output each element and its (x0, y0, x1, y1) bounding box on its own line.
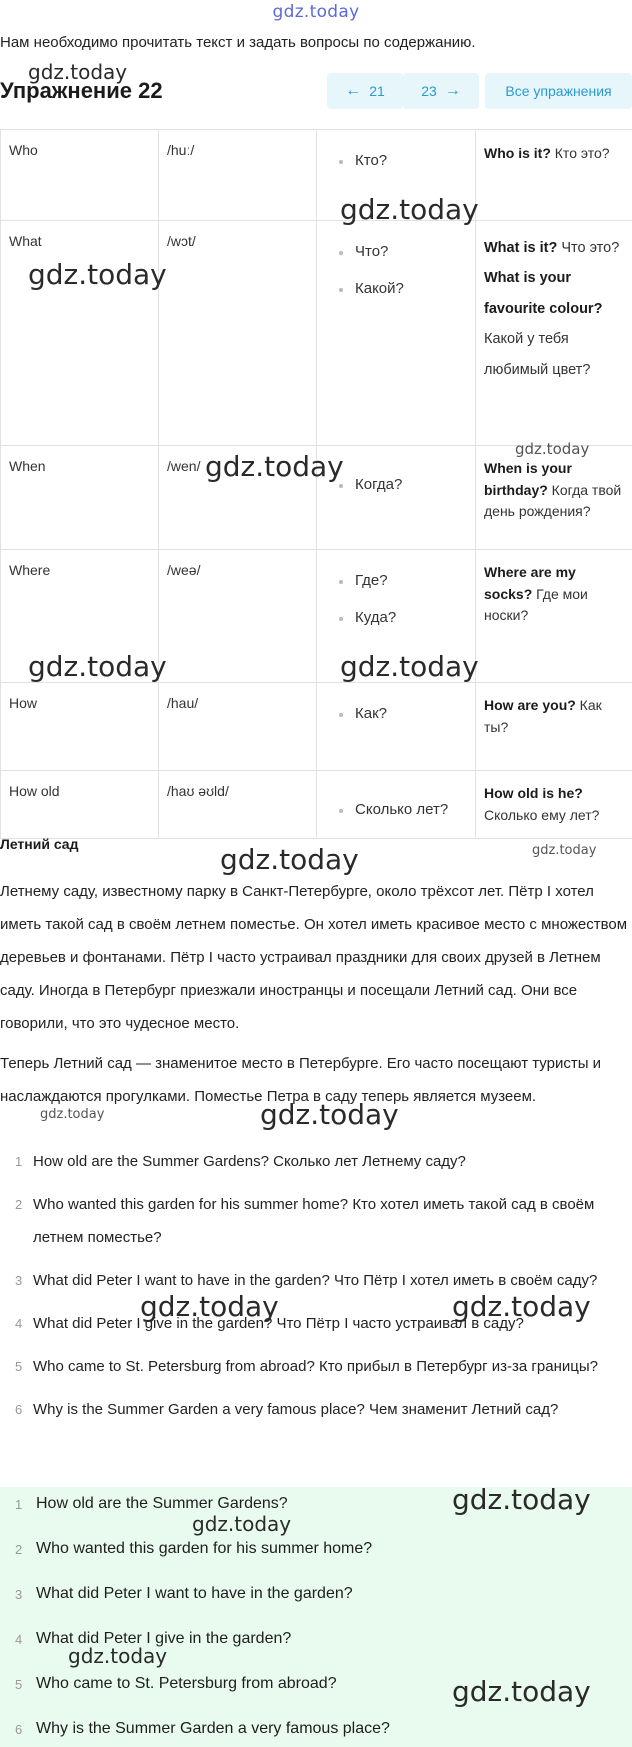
example-phrase: How are you? (484, 697, 576, 713)
example-translation: Кто это? (550, 145, 610, 161)
watermark: gdz.today (452, 1483, 591, 1516)
table-cell-example (476, 771, 632, 839)
table-cell-transcription: /huː/ (159, 130, 317, 221)
watermark: gdz.today (452, 1675, 591, 1708)
list-item: Сколько лет? (339, 801, 467, 818)
question-text: What did Peter I give in the garden? (36, 1630, 292, 1647)
table-row (1, 683, 632, 771)
question-text: Who came to St. Petersburg from abroad? (36, 1675, 337, 1692)
watermark: gdz.today (68, 1644, 168, 1668)
table-cell-word: How (1, 683, 159, 771)
prev-exercise-label: 21 (369, 83, 385, 99)
item-number: 3 (15, 1587, 23, 1602)
watermark: gdz.today (452, 1290, 591, 1323)
list-item (0, 1188, 632, 1254)
table-cell-example (476, 683, 632, 771)
example-translation: Где мои носки? (484, 585, 588, 624)
example-translation: Какой у тебя любимый цвет? (484, 331, 591, 378)
list-item (0, 1537, 632, 1582)
site-logo[interactable]: gdz.today (272, 2, 360, 22)
table-cell-transcription: /wɔt/ (159, 221, 317, 446)
next-exercise-label: 23 (421, 83, 437, 99)
list-item: Как? (339, 705, 467, 722)
watermark: gdz.today (220, 843, 359, 876)
watermark: gdz.today (40, 1107, 105, 1122)
question-text: Why is the Summer Garden a very famous place? (36, 1720, 390, 1737)
list-item (0, 1350, 632, 1383)
item-number: 2 (15, 1542, 23, 1557)
watermark: gdz.today (340, 193, 479, 226)
example-translation: Сколько ему лет? (484, 806, 600, 823)
list-item (0, 1582, 632, 1627)
table-cell-word: Who (1, 130, 159, 221)
table-cell-word: What (1, 221, 159, 446)
story-title: Летний сад (0, 836, 79, 852)
example-phrase: Where are my socks? (484, 564, 576, 602)
item-number: 6 (15, 1402, 23, 1417)
watermark: gdz.today (28, 650, 167, 683)
table-cell-transcription: /wen/ (159, 446, 317, 550)
item-number: 1 (15, 1154, 23, 1169)
answer-questions-list (0, 1492, 632, 1747)
watermark: gdz.today (260, 1098, 399, 1131)
question-text: What did Peter I want to have in the garden? (36, 1585, 353, 1602)
example-phrase: When is your birthday? (484, 460, 572, 498)
watermark: gdz.today (532, 843, 597, 858)
question-text: Why is the Summer Garden a very famous place? Чем знаменит Летний сад? (33, 1401, 559, 1418)
table-cell-example (476, 446, 632, 550)
table-cell-example (476, 550, 632, 683)
item-number: 1 (15, 1497, 23, 1512)
item-number: 3 (15, 1273, 23, 1288)
table-row (1, 221, 632, 446)
story-paragraph: Теперь Летний сад — знаменитое место в Петербурге. Его часто посещают туристы и наслаждаются прогулками. Поместье Петра в саду теперь является музеем. (0, 1055, 602, 1105)
table-cell-transcription: /haʊ əʊld/ (159, 771, 317, 839)
example-phrase: Who is it? (484, 145, 551, 161)
example-translation: Что это? (557, 240, 620, 256)
watermark: gdz.today (140, 1290, 279, 1323)
table-cell-transcription: /weə/ (159, 550, 317, 683)
next-exercise-button[interactable] (403, 73, 479, 109)
table-cell-word: When (1, 446, 159, 550)
example-phrase: What is it? (484, 240, 558, 256)
watermark: gdz.today (340, 650, 479, 683)
item-number: 2 (15, 1197, 23, 1212)
example-translation: Когда твой день рождения? (484, 481, 622, 520)
list-item (0, 1393, 632, 1426)
item-number: 5 (15, 1677, 23, 1692)
watermark: gdz.today (205, 450, 344, 483)
question-words-table (0, 129, 632, 839)
watermark: gdz.today (28, 258, 167, 291)
question-text: What did Peter I give in the garden? Что Пётр I часто устраивал в саду? (33, 1315, 524, 1332)
arrow-left-icon: ← (345, 82, 362, 99)
list-item: Когда? (339, 476, 467, 493)
item-number: 4 (15, 1316, 23, 1331)
table-cell-example (476, 221, 632, 446)
arrow-right-icon: → (444, 82, 461, 99)
item-number: 5 (15, 1359, 23, 1374)
story-paragraph: Летнему саду, известному парку в Санкт-Петербурге, около трёхсот лет. Пётр I хотел иметь такой сад в своём летнем поместье. Он хотел иметь красивое место с множеством деревьев и фонтанами. Пётр I часто устраивал праздники для своих друзей в Летнем саду. Иногда в Петербург приезжали иностранцы и посещали Летний сад. Они все говорили, что это чудесное место. (0, 883, 628, 1032)
list-item: Где? (339, 572, 467, 589)
list-item: Куда? (339, 609, 467, 626)
all-exercises-button[interactable]: Все упражнения (485, 73, 632, 109)
prev-exercise-button[interactable] (327, 73, 403, 109)
item-number: 6 (15, 1722, 23, 1737)
list-item: Какой? (339, 280, 467, 297)
table-row (1, 771, 632, 839)
example-phrase: What is your favourite colour? (484, 270, 603, 317)
list-item (0, 1145, 632, 1178)
page-title: Упражнение 22 (0, 78, 163, 103)
intro-text: Нам необходимо прочитать текст и задать вопросы по содержанию. (0, 34, 476, 51)
table-cell-translation (317, 683, 476, 771)
example-translation: Как ты? (484, 697, 602, 735)
table-row (1, 130, 632, 221)
table-cell-transcription: /hau/ (159, 683, 317, 771)
question-text: Who wanted this garden for his summer home? (36, 1540, 373, 1557)
table-cell-word: How old (1, 771, 159, 839)
example-phrase: How old is he? (484, 785, 583, 801)
list-item: Кто? (339, 152, 467, 169)
question-text: How old are the Summer Gardens? (36, 1495, 288, 1512)
watermark: gdz.today (515, 440, 590, 458)
table-cell-translation (317, 771, 476, 839)
question-text: How old are the Summer Gardens? Сколько лет Летнему саду? (33, 1153, 466, 1170)
list-item (0, 1717, 632, 1747)
watermark: gdz.today (192, 1512, 292, 1536)
watermark: gdz.today (28, 60, 128, 84)
table-cell-translation (317, 221, 476, 446)
item-number: 4 (15, 1632, 23, 1647)
question-text: Who came to St. Petersburg from abroad? Кто прибыл в Петербург из-за границы? (33, 1358, 598, 1375)
question-text: What did Peter I want to have in the garden? Что Пётр I хотел иметь в своём саду? (33, 1272, 598, 1289)
table-cell-word: Where (1, 550, 159, 683)
question-text: Who wanted this garden for his summer home? Кто хотел иметь такой сад в своём летнем поместье? (33, 1196, 595, 1246)
table-cell-example (476, 130, 632, 221)
list-item: Что? (339, 243, 467, 260)
